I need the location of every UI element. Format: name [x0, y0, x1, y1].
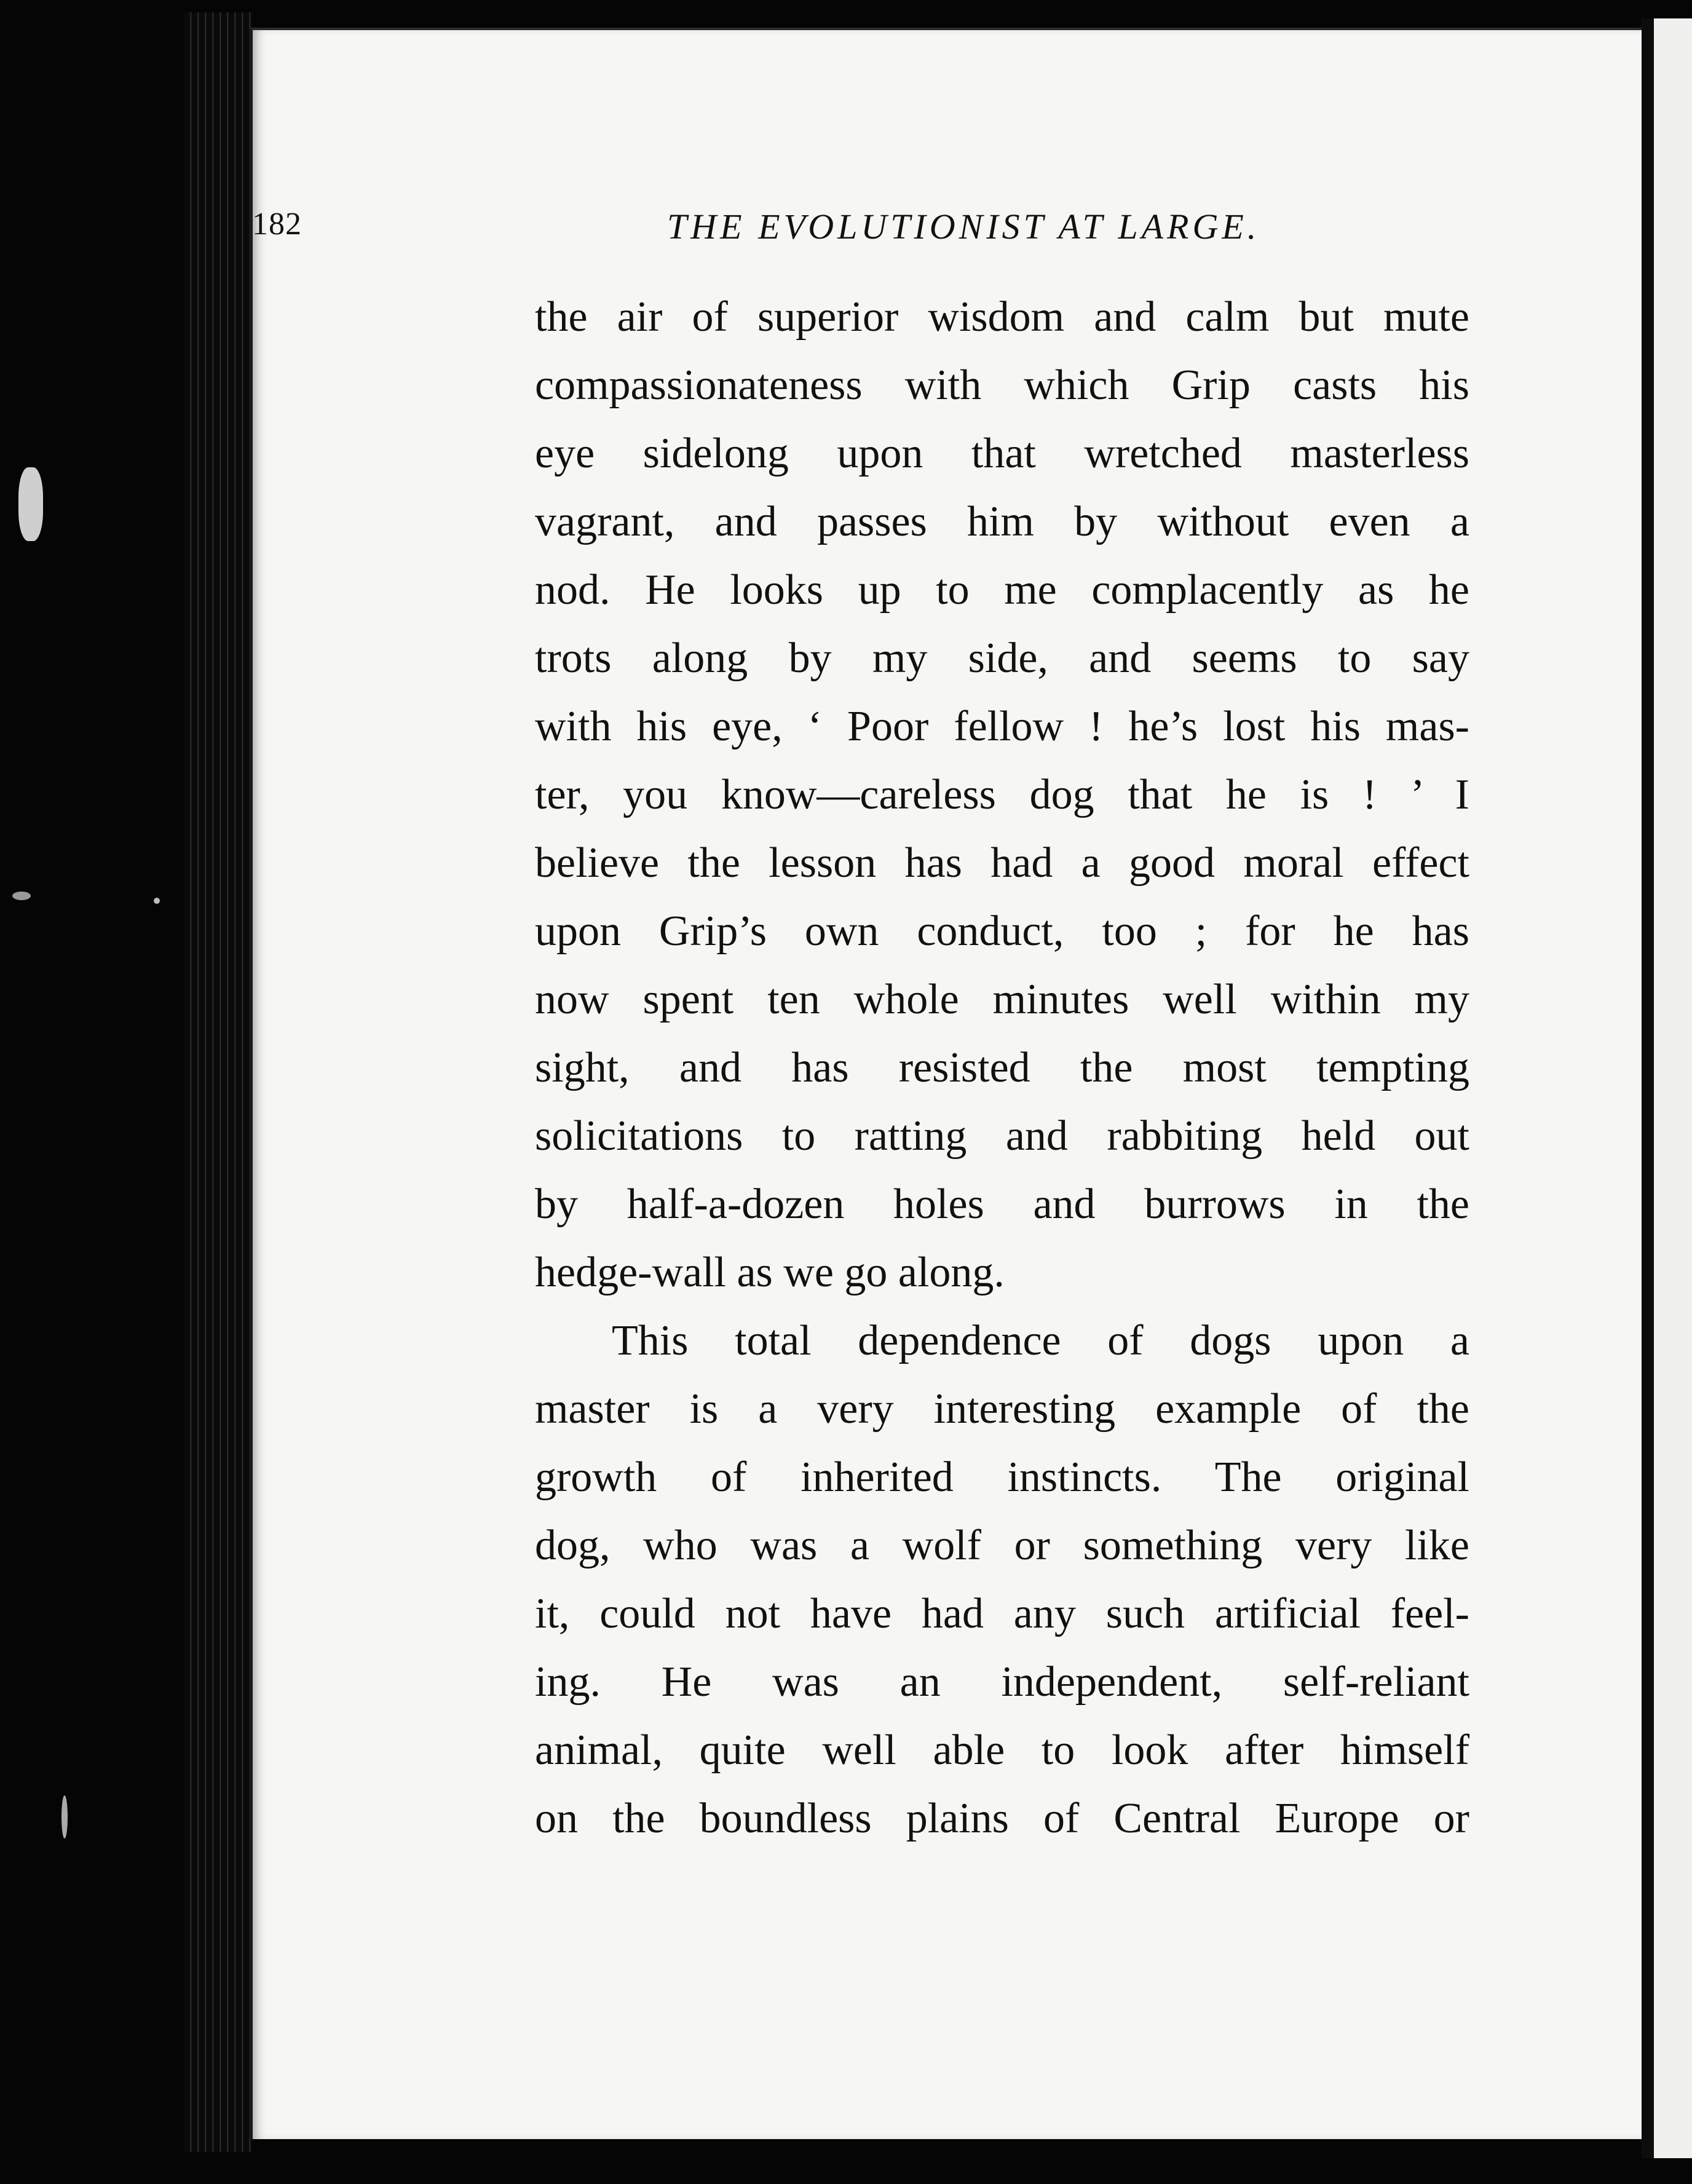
body-text: [535, 283, 1469, 1853]
text-line: on the boundless plains of Central Europe or: [535, 1795, 1469, 1842]
gutter-shadow: [1642, 18, 1654, 2158]
paragraph-first-line: This total dependence of dogs upon a: [612, 1317, 1469, 1364]
text-line: the air of superior wisdom and calm but mute: [535, 293, 1469, 341]
running-head: THE EVOLUTIONIST AT LARGE.: [667, 207, 1260, 247]
text-line: growth of inherited instincts. The original: [535, 1454, 1469, 1501]
text-line: master is a very interesting example of the: [535, 1385, 1469, 1433]
scan-speck: [61, 1795, 68, 1838]
page-number: 182: [252, 207, 302, 242]
text-line: dog, who was a wolf or something very like: [535, 1522, 1469, 1569]
text-line: ing. He was an independent, self-reliant: [535, 1658, 1469, 1706]
facing-page-edge: [1654, 18, 1692, 2158]
text-line: believe the lesson has had a good moral effect: [535, 839, 1469, 887]
text-line: sight, and has resisted the most tempting: [535, 1044, 1469, 1091]
book-page-edges: [184, 12, 252, 2152]
scan-speck: [18, 467, 43, 541]
text-line: by half-a-dozen holes and burrows in the: [535, 1181, 1469, 1228]
paragraph-last-line: hedge-wall as we go along.: [535, 1249, 1005, 1296]
text-line: compassionateness with which Grip casts his: [535, 362, 1469, 409]
text-line: eye sidelong upon that wretched masterless: [535, 430, 1469, 477]
text-line: trots along by my side, and seems to say: [535, 635, 1469, 682]
text-line: now spent ten whole minutes well within my: [535, 976, 1469, 1023]
scan-speck: [154, 898, 160, 904]
scan-speck: [12, 892, 31, 900]
text-line: ter, you know—careless dog that he is ! ’ I: [535, 771, 1469, 818]
text-line: solicitations to ratting and rabbiting held out: [535, 1112, 1469, 1160]
text-line: upon Grip’s own conduct, too ; for he has: [535, 908, 1469, 955]
text-line: it, could not have had any such artificial feel-: [535, 1590, 1469, 1637]
text-line: with his eye, ‘ Poor fellow ! he’s lost his mas-: [535, 703, 1469, 750]
text-line: nod. He looks up to me complacently as he: [535, 566, 1469, 614]
text-line: animal, quite well able to look after himself: [535, 1727, 1469, 1774]
text-line: vagrant, and passes him by without even a: [535, 498, 1469, 545]
